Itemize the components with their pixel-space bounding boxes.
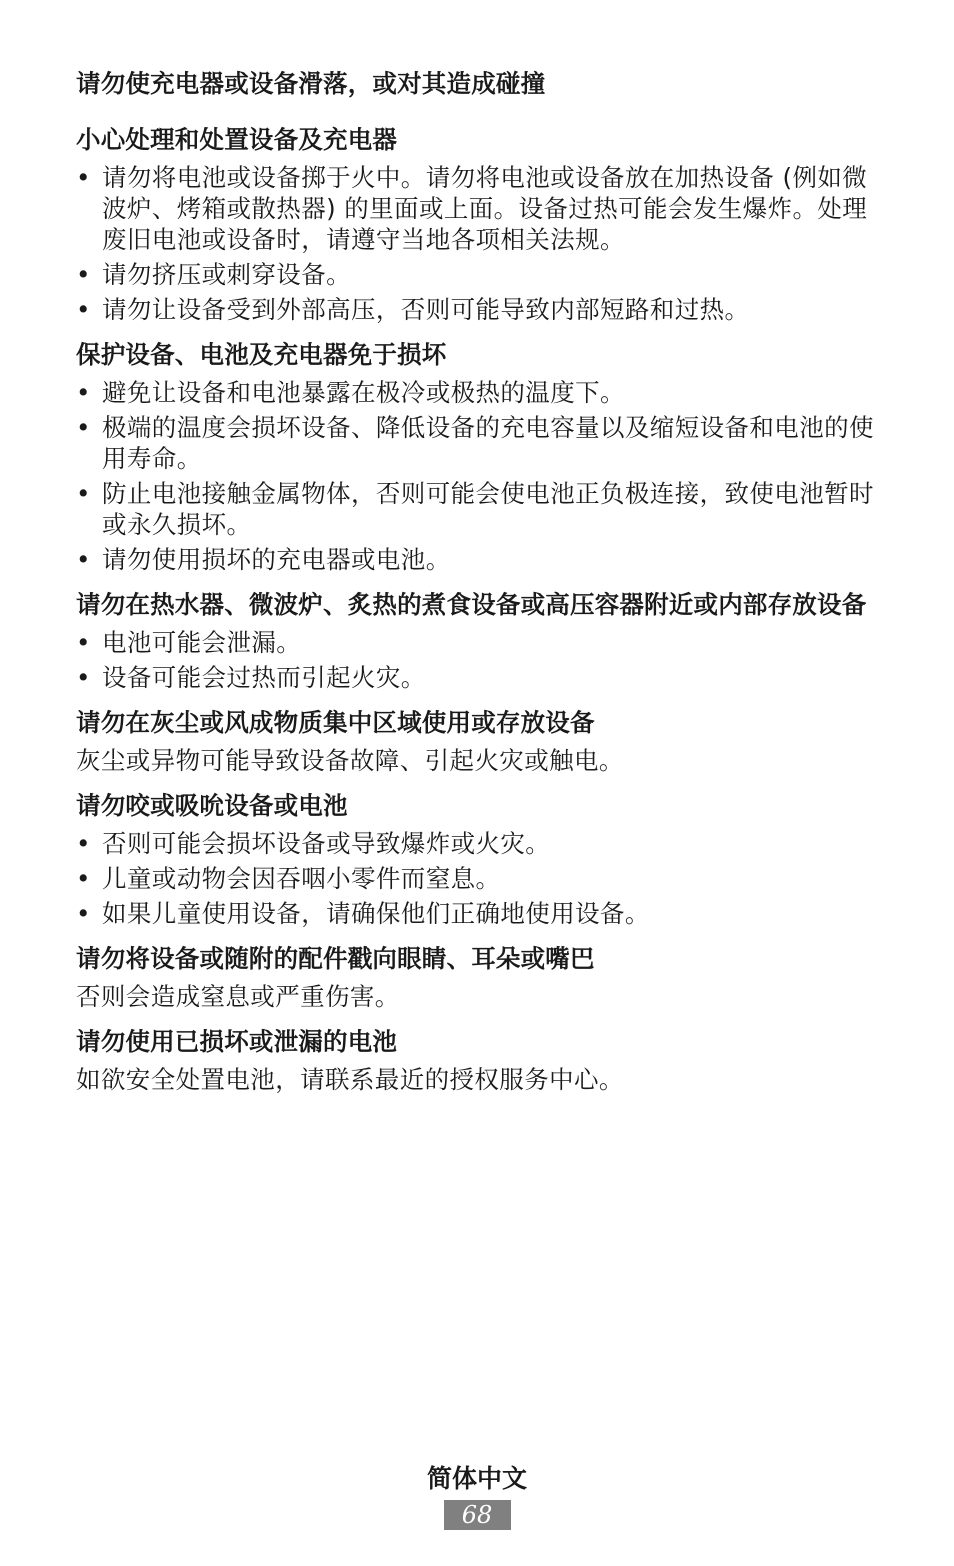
bullet-icon: • xyxy=(76,899,91,928)
list-item: • 请勿将电池或设备掷于火中。请勿将电池或设备放在加热设备 (例如微波炉、烤箱或散热器) 的里面或上面。设备过热可能会发生爆炸。处理废旧电池或设备时，请遵守当地各项相关法规。 xyxy=(76,163,868,254)
section-eyes-ears xyxy=(76,943,876,1012)
bullet-icon: • xyxy=(76,260,91,289)
section-heat-sources xyxy=(76,589,876,693)
section-damaged-battery xyxy=(76,1026,876,1095)
bullet-icon: • xyxy=(76,545,91,574)
list-item: • 电池可能会泄漏。 xyxy=(76,628,302,657)
bullet-icon: • xyxy=(76,663,91,692)
section-heading: 请勿咬或吸吮设备或电池 xyxy=(76,791,348,820)
bullet-icon: • xyxy=(76,413,91,442)
bullet-list xyxy=(76,162,876,325)
bullet-icon: • xyxy=(76,163,91,192)
list-item: • 请勿使用损坏的充电器或电池。 xyxy=(76,545,451,574)
section-heading: 保护设备、电池及充电器免于损坏 xyxy=(76,340,447,369)
section-heading: 请勿使充电器或设备滑落，或对其造成碰撞 xyxy=(76,69,546,98)
bullet-list xyxy=(76,377,876,575)
list-item: • 请勿让设备受到外部高压，否则可能导致内部短路和过热。 xyxy=(76,295,750,324)
section-text: 灰尘或异物可能导致设备故障、引起火灾或触电。 xyxy=(76,746,624,775)
page-footer xyxy=(0,1462,954,1530)
section-heading: 请勿在灰尘或风成物质集中区域使用或存放设备 xyxy=(76,708,595,737)
section-heading: 请勿在热水器、微波炉、炙热的煮食设备或高压容器附近或内部存放设备 xyxy=(76,590,867,619)
list-item: • 儿童或动物会因吞咽小零件而窒息。 xyxy=(76,864,501,893)
bullet-list xyxy=(76,828,876,929)
section-protect-damage xyxy=(76,339,876,575)
section-text: 否则会造成窒息或严重伤害。 xyxy=(76,982,400,1011)
bullet-icon: • xyxy=(76,829,91,858)
document-body xyxy=(76,68,876,1095)
bullet-icon: • xyxy=(76,628,91,657)
section-handle-dispose xyxy=(76,124,876,325)
list-item: • 请勿挤压或刺穿设备。 xyxy=(76,260,351,289)
list-item: • 如果儿童使用设备，请确保他们正确地使用设备。 xyxy=(76,899,650,928)
bullet-icon: • xyxy=(76,378,91,407)
section-heading: 请勿使用已损坏或泄漏的电池 xyxy=(76,1027,398,1056)
section-heading: 小心处理和处置设备及充电器 xyxy=(76,125,398,154)
bullet-list xyxy=(76,627,876,693)
bullet-icon: • xyxy=(76,295,91,324)
bullet-icon: • xyxy=(76,479,91,508)
section-dust xyxy=(76,707,876,776)
list-item: • 否则可能会损坏设备或导致爆炸或火灾。 xyxy=(76,829,551,858)
page-number: 68 xyxy=(444,1500,511,1530)
section-bite xyxy=(76,790,876,929)
list-item: • 避免让设备和电池暴露在极冷或极热的温度下。 xyxy=(76,378,625,407)
language-label: 简体中文 xyxy=(426,1464,527,1493)
list-item: • 防止电池接触金属物体，否则可能会使电池正负极连接，致使电池暂时或永久损坏。 xyxy=(76,479,874,539)
list-item: • 设备可能会过热而引起火灾。 xyxy=(76,663,426,692)
bullet-icon: • xyxy=(76,864,91,893)
section-heading: 请勿将设备或随附的配件戳向眼睛、耳朵或嘴巴 xyxy=(76,944,595,973)
section-drop-warning xyxy=(76,68,876,100)
section-text: 如欲安全处置电池，请联系最近的授权服务中心。 xyxy=(76,1065,624,1094)
list-item: • 极端的温度会损坏设备、降低设备的充电容量以及缩短设备和电池的使用寿命。 xyxy=(76,413,874,473)
